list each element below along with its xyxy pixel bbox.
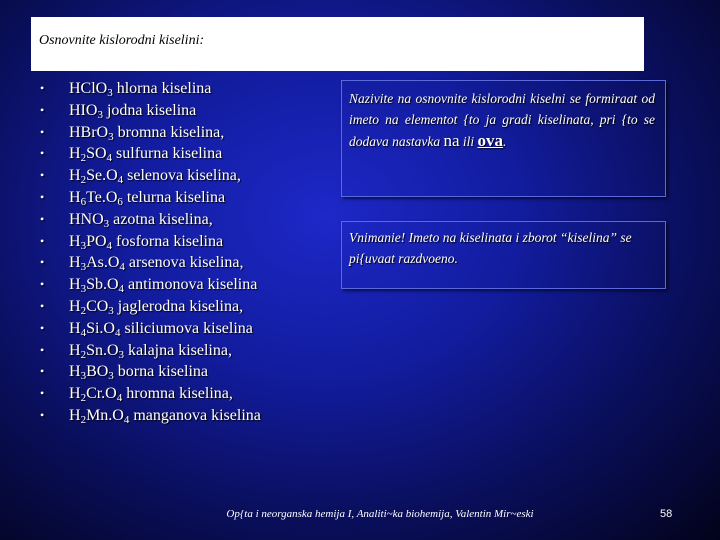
title-box [31, 17, 644, 71]
acid-name: hlorna kiselina [116, 80, 212, 97]
bullet-icon: • [40, 342, 45, 357]
bullet-icon: • [40, 189, 45, 204]
acid-formula [69, 298, 114, 315]
acid-formula [69, 320, 120, 337]
acid-list-item [40, 231, 261, 253]
acid-list-item [40, 165, 261, 187]
formula-text: As.O [86, 254, 120, 272]
formula-text: HClO [69, 80, 108, 97]
formula-text: PO [86, 232, 107, 250]
page-number: 58 [660, 508, 673, 520]
bullet-icon: • [40, 211, 45, 226]
acid-name: hromna kiselina, [126, 385, 233, 403]
bullet-icon: • [40, 255, 45, 270]
acid-list-item [40, 361, 261, 383]
formula-text: Mn.O [86, 406, 124, 424]
suffix-connector: ili [462, 134, 475, 149]
bullet-icon: • [40, 102, 45, 117]
acid-list-item [40, 209, 261, 231]
formula-text: BO [86, 363, 109, 381]
naming-rule-text: Nazivite na osnovnite kislorodni kiselni se formiraat od imeto na elementot {to ja gradi kiselinata, pri {to se dodava nastavka [349, 91, 655, 149]
formula-text: H [69, 406, 81, 424]
acid-formula [69, 363, 114, 383]
acid-formula [69, 124, 114, 141]
formula-text: Cr.O [86, 385, 117, 403]
formula-text: H [69, 276, 81, 294]
formula-subscript: 4 [116, 392, 123, 405]
formula-text: SO [86, 145, 107, 163]
acid-list-item [40, 100, 261, 122]
formula-text: H [69, 385, 81, 403]
formula-text: H [69, 341, 81, 359]
bullet-icon: • [40, 386, 45, 401]
acid-formula [69, 407, 129, 424]
bullet-icon: • [40, 81, 45, 95]
acid-name: antimonova kiselina [128, 276, 258, 294]
formula-subscript: 4 [80, 326, 87, 339]
bullet-icon: • [40, 277, 45, 292]
acid-name: jodna kiselina [106, 101, 197, 119]
acid-name: telurna kiselina [126, 188, 226, 206]
attention-text: Vnimanie! Imeto na kiselinata i zborot “kiselina” se pi{uvaat razdvoeno. [349, 230, 632, 266]
acid-formula [69, 189, 123, 206]
footer-credit: Op{ta i neorganska hemija I, Analiti~ka biohemija, Valentin Mir~eski [226, 508, 534, 520]
acid-list-item [40, 252, 261, 274]
acid-name: siliciumova kiselina [124, 319, 253, 337]
formula-text: H [69, 232, 81, 250]
naming-rule-note [341, 80, 666, 197]
formula-subscript: 2 [80, 174, 87, 187]
bullet-icon: • [40, 364, 45, 379]
acid-list-item [40, 318, 261, 340]
acid-formula [69, 102, 103, 119]
acid-name: bromna kiselina, [117, 123, 225, 141]
acid-name: fosforna kiselina [116, 232, 224, 250]
bullet-icon: • [40, 146, 45, 161]
formula-text: HIO [69, 101, 98, 119]
formula-subscript: 4 [106, 239, 113, 252]
bullet-icon: • [40, 407, 45, 422]
formula-text: H [69, 145, 81, 163]
bullet-icon: • [40, 233, 45, 248]
acid-name: borna kiselina [117, 363, 208, 381]
acid-list-item [40, 122, 261, 144]
acid-list-item [40, 340, 261, 362]
formula-subscript: 3 [80, 239, 87, 252]
acid-name: azotna kiselina, [113, 210, 213, 228]
slide-title: Osnovnite kislorodni kiselini: [39, 33, 205, 48]
acid-list-item [40, 383, 261, 405]
acid-formula [69, 276, 125, 296]
acid-name: manganova kiselina [133, 406, 261, 424]
formula-subscript: 3 [108, 304, 114, 317]
acid-list [40, 78, 261, 427]
bullet-icon: • [40, 124, 45, 139]
acid-name: arsenova kiselina, [128, 254, 244, 272]
acid-name: jaglerodna kiselina, [117, 297, 244, 315]
acid-formula [69, 233, 112, 250]
acid-formula [69, 385, 123, 405]
formula-subscript: 6 [80, 195, 87, 208]
acid-formula [69, 211, 109, 228]
formula-subscript: 4 [117, 174, 124, 187]
acid-formula [69, 342, 124, 359]
suffix-ova: ova [477, 131, 504, 150]
acid-formula [69, 167, 124, 187]
acid-name: kalajna kiselina, [128, 341, 232, 359]
formula-text: Si.O [86, 319, 115, 337]
formula-subscript: 6 [117, 195, 123, 208]
formula-text: H [69, 188, 81, 206]
formula-subscript: 3 [97, 108, 103, 121]
acid-formula [69, 145, 113, 165]
formula-subscript: 4 [119, 261, 125, 274]
attention-note [341, 221, 666, 289]
suffix-na: na [443, 131, 460, 150]
formula-subscript: 3 [107, 87, 113, 99]
formula-subscript: 2 [80, 304, 87, 317]
naming-rule-end: . [503, 134, 507, 149]
formula-text: H [69, 363, 81, 381]
formula-text: H [69, 254, 81, 272]
acid-name: selenova kiselina, [127, 167, 241, 185]
bullet-icon: • [40, 320, 45, 335]
formula-text: CO [86, 297, 109, 315]
bullet-icon: • [40, 298, 45, 313]
formula-subscript: 4 [106, 152, 113, 165]
formula-text: Sb.O [86, 276, 119, 294]
formula-text: HNO [69, 210, 104, 228]
formula-text: H [69, 297, 81, 315]
formula-text: H [69, 167, 81, 185]
acid-formula [69, 80, 113, 97]
acid-list-item [40, 78, 261, 100]
formula-subscript: 3 [108, 370, 114, 383]
formula-subscript: 2 [80, 152, 87, 165]
formula-subscript: 4 [118, 283, 125, 296]
acid-list-item [40, 296, 261, 318]
formula-subscript: 3 [80, 283, 87, 296]
formula-subscript: 2 [80, 413, 87, 426]
formula-subscript: 3 [80, 261, 87, 274]
formula-subscript: 3 [108, 130, 114, 143]
formula-subscript: 4 [123, 413, 130, 426]
formula-subscript: 3 [118, 348, 125, 361]
formula-text: Te.O [86, 188, 118, 206]
formula-text: H [69, 319, 81, 337]
acid-list-item [40, 187, 261, 209]
acid-name: sulfurna kiselina [116, 145, 223, 163]
formula-text: Sn.O [86, 341, 119, 359]
formula-subscript: 2 [80, 348, 87, 361]
bullet-icon: • [40, 168, 45, 183]
formula-text: Se.O [86, 167, 118, 185]
formula-subscript: 3 [80, 370, 87, 383]
acid-list-item [40, 143, 261, 165]
acid-formula [69, 254, 125, 274]
formula-subscript: 4 [114, 326, 121, 339]
formula-subscript: 2 [80, 392, 87, 405]
formula-text: HBrO [69, 123, 109, 141]
formula-subscript: 3 [103, 217, 110, 230]
acid-list-item [40, 405, 261, 427]
acid-list-item [40, 274, 261, 296]
